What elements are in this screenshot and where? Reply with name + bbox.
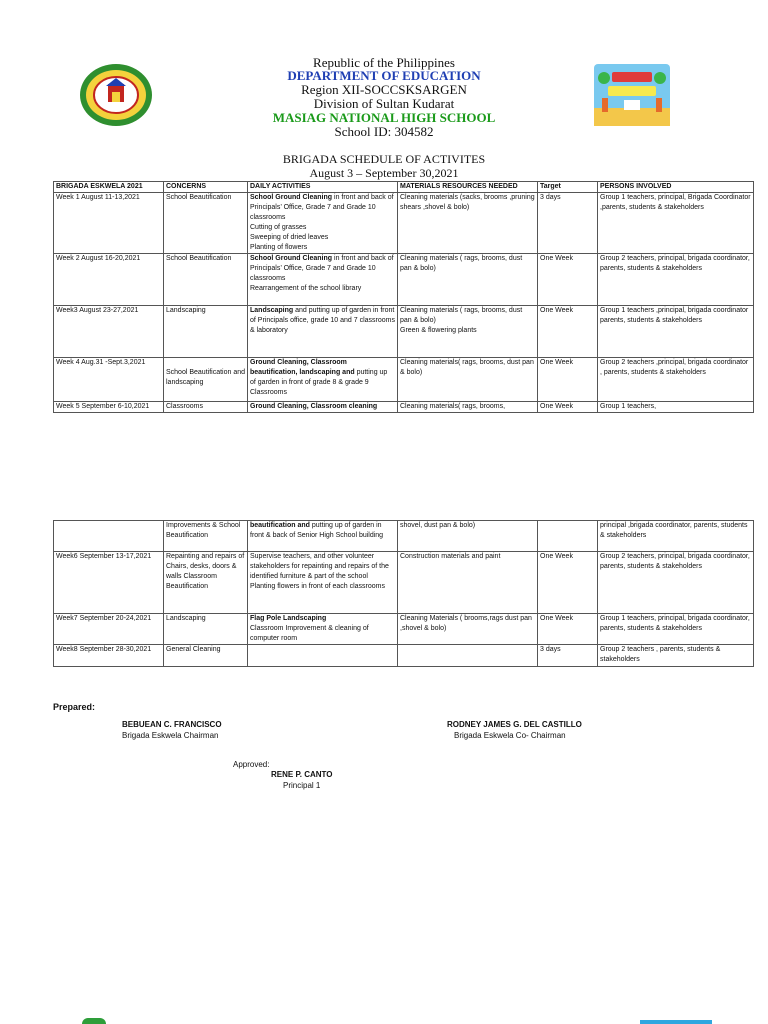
materials-cell [398,645,538,667]
header-concerns: CONCERNS [164,182,248,193]
activity-cell [248,614,398,645]
target-cell: One Week [538,306,598,358]
persons-cell: Group 1 teachers, [598,402,754,413]
materials-cell: Cleaning materials( rags, brooms, dust pan & bolo) [398,358,538,402]
table-row [54,402,754,413]
preparer1-name: BEBUEAN C. FRANCISCO [122,720,222,729]
next-page-logo-edge-icon [640,1020,712,1024]
materials-cell: Cleaning materials ( rags, brooms, dust pan & bolo) [398,254,538,306]
table-row [54,358,754,402]
approved-label: Approved: [233,760,270,769]
week-cell: Week 4 Aug.31 -Sept.3,2021 [54,358,164,402]
materials-cell: shovel, dust pan & bolo) [398,521,538,552]
persons-cell: principal ,brigada coordinator, parents, students & stakeholders [598,521,754,552]
activity-text: and putting up of garden in front of Principals office, grade 10 and 7 classrooms & laboratory [250,307,396,334]
concern-cell: Landscaping [164,306,248,358]
target-cell: One Week [538,358,598,402]
concern-cell: School Beautification [164,254,248,306]
preparer2-role: Brigada Eskwela Co- Chairman [454,731,566,740]
prepared-label: Prepared: [53,702,96,712]
activity-bold: Ground Cleaning, Classroom cleaning [250,403,378,410]
concern-cell: Repainting and repairs of Chairs, desks, doors & walls Classroom Beautification [164,552,248,614]
activity-bold: School Ground Cleaning [250,194,333,201]
department-line: DEPARTMENT OF EDUCATION [287,68,481,83]
target-cell: One Week [538,552,598,614]
activity-bold: School Ground Cleaning [250,255,333,262]
materials-cell: Construction materials and paint [398,552,538,614]
schedule-table-part1 [53,181,754,413]
target-cell: One Week [538,254,598,306]
activity-text: in front and back of Principals’ Office, Grade 7 and Grade 10 classrooms [250,255,394,282]
table-row [54,254,754,306]
approver-name: RENE P. CANTO [271,770,333,779]
persons-cell: Group 2 teachers, principal, brigada coordinator, parents, students & stakeholders [598,254,754,306]
school-id: School ID: 304582 [334,124,434,139]
week-cell: Week7 September 20-24,2021 [54,614,164,645]
preparer2-name: RODNEY JAMES G. DEL CASTILLO [447,720,582,729]
header-persons: PERSONS INVOLVED [598,182,754,193]
activity-text: in front and back of Principals’ Office, Grade 7 and Grade 10 classrooms [250,194,394,221]
concern-cell: School Beautification [164,193,248,254]
week-cell: Week 5 September 6-10,2021 [54,402,164,413]
activity-cell [248,552,398,614]
approver-role: Principal 1 [283,781,321,790]
table-row [54,552,754,614]
preparer1-role: Brigada Eskwela Chairman [122,731,219,740]
materials-text: Cleaning materials ( rags, brooms, dust pan & bolo) [400,307,523,324]
materials-cell [398,306,538,358]
concern-cell: Classrooms [164,402,248,413]
activity-extra: Classroom Improvement & cleaning of computer room [250,625,369,642]
activity-bold: beautification and [250,522,310,529]
date-range: August 3 – September 30,2021 [309,166,459,180]
materials-cell: Cleaning Materials ( brooms,rags dust pan ,shovel & bolo) [398,614,538,645]
concern-cell [164,358,248,402]
next-page-seal-edge-icon [82,1018,106,1024]
division-line: Division of Sultan Kudarat [313,96,455,111]
activity-text: Supervise teachers, and other volunteer stakeholders for repainting and repairs of the identified furniture & part of the school [250,553,389,580]
week-cell: Week 2 August 16-20,2021 [54,254,164,306]
materials-cell: Cleaning materials (sacks, brooms ,pruning shears ,shovel & bolo) [398,193,538,254]
target-cell: 3 days [538,193,598,254]
activity-extra: Cutting of grasses [250,224,307,231]
region-line: Region XII-SOCCSKSARGEN [301,82,467,97]
concern-cell: General Cleaning [164,645,248,667]
republic-line: Republic of the Philippines [313,55,455,70]
activity-cell [248,193,398,254]
week-cell: Week3 August 23-27,2021 [54,306,164,358]
activity-bold: Ground Cleaning, Classroom beautification, landscaping and [250,359,355,376]
table-row [54,645,754,667]
activity-cell [248,306,398,358]
activity-cell [248,521,398,552]
document-title: BRIGADA SCHEDULE OF ACTIVITES [282,152,486,166]
materials-extra: Green & flowering plants [400,327,477,334]
table-row [54,193,754,254]
target-cell [538,521,598,552]
activity-bold: Flag Pole Landscaping [250,615,327,622]
header-target: Target [538,182,598,193]
week-cell: Week 1 August 11-13,2021 [54,193,164,254]
persons-cell: Group 2 teachers , parents, students & stakeholders [598,645,754,667]
persons-cell: Group 1 teachers, principal, brigada coordinator, parents, students & stakeholders [598,614,754,645]
table-row [54,614,754,645]
activity-bold: Landscaping [250,307,294,314]
activity-cell [248,402,398,413]
target-cell: One Week [538,402,598,413]
target-cell: One Week [538,614,598,645]
school-name: MASIAG NATIONAL HIGH SCHOOL [272,110,496,125]
activity-text: putting up of garden in front of grade 8 & grade 9 Classrooms [250,369,388,396]
persons-cell: Group 2 teachers, principal, brigada coordinator, parents, students & stakeholders [598,552,754,614]
table-row [54,306,754,358]
persons-cell: Group 1 teachers ,principal, brigada coordinator parents, students & stakeholders [598,306,754,358]
activity-extra: Sweeping of dried leaves [250,234,329,241]
activity-extra: Planting flowers in front of each classrooms [250,583,386,590]
target-cell: 3 days [538,645,598,667]
table-header-row [54,182,754,193]
activity-text: putting up of garden in front & back of Senior High School building [250,522,384,539]
activity-cell [248,645,398,667]
concern-cell: Landscaping [164,614,248,645]
materials-cell: Cleaning materials( rags, brooms, [398,402,538,413]
concern-text: School Beautification and landscaping [166,369,245,386]
activity-extra: Rearrangement of the school library [250,285,362,292]
header-brigada: BRIGADA ESKWELA 2021 [54,182,164,193]
header-daily-activities: DAILY ACTIVITIES [248,182,398,193]
schedule-table-part2 [53,520,754,667]
activity-extra: Planting of flowers [250,244,308,251]
persons-cell: Group 1 teachers, principal, Brigada Coordinator ,parents, students & stakeholders [598,193,754,254]
concern-cell: Improvements & School Beautification [164,521,248,552]
activity-cell [248,358,398,402]
header-materials: MATERIALS RESOURCES NEEDED [398,182,538,193]
persons-cell: Group 2 teachers ,principal, brigada coordinator , parents, students & stakeholders [598,358,754,402]
week-cell: Week8 September 28-30,2021 [54,645,164,667]
activity-cell [248,254,398,306]
week-cell: Week6 September 13-17,2021 [54,552,164,614]
table-row [54,521,754,552]
week-cell [54,521,164,552]
